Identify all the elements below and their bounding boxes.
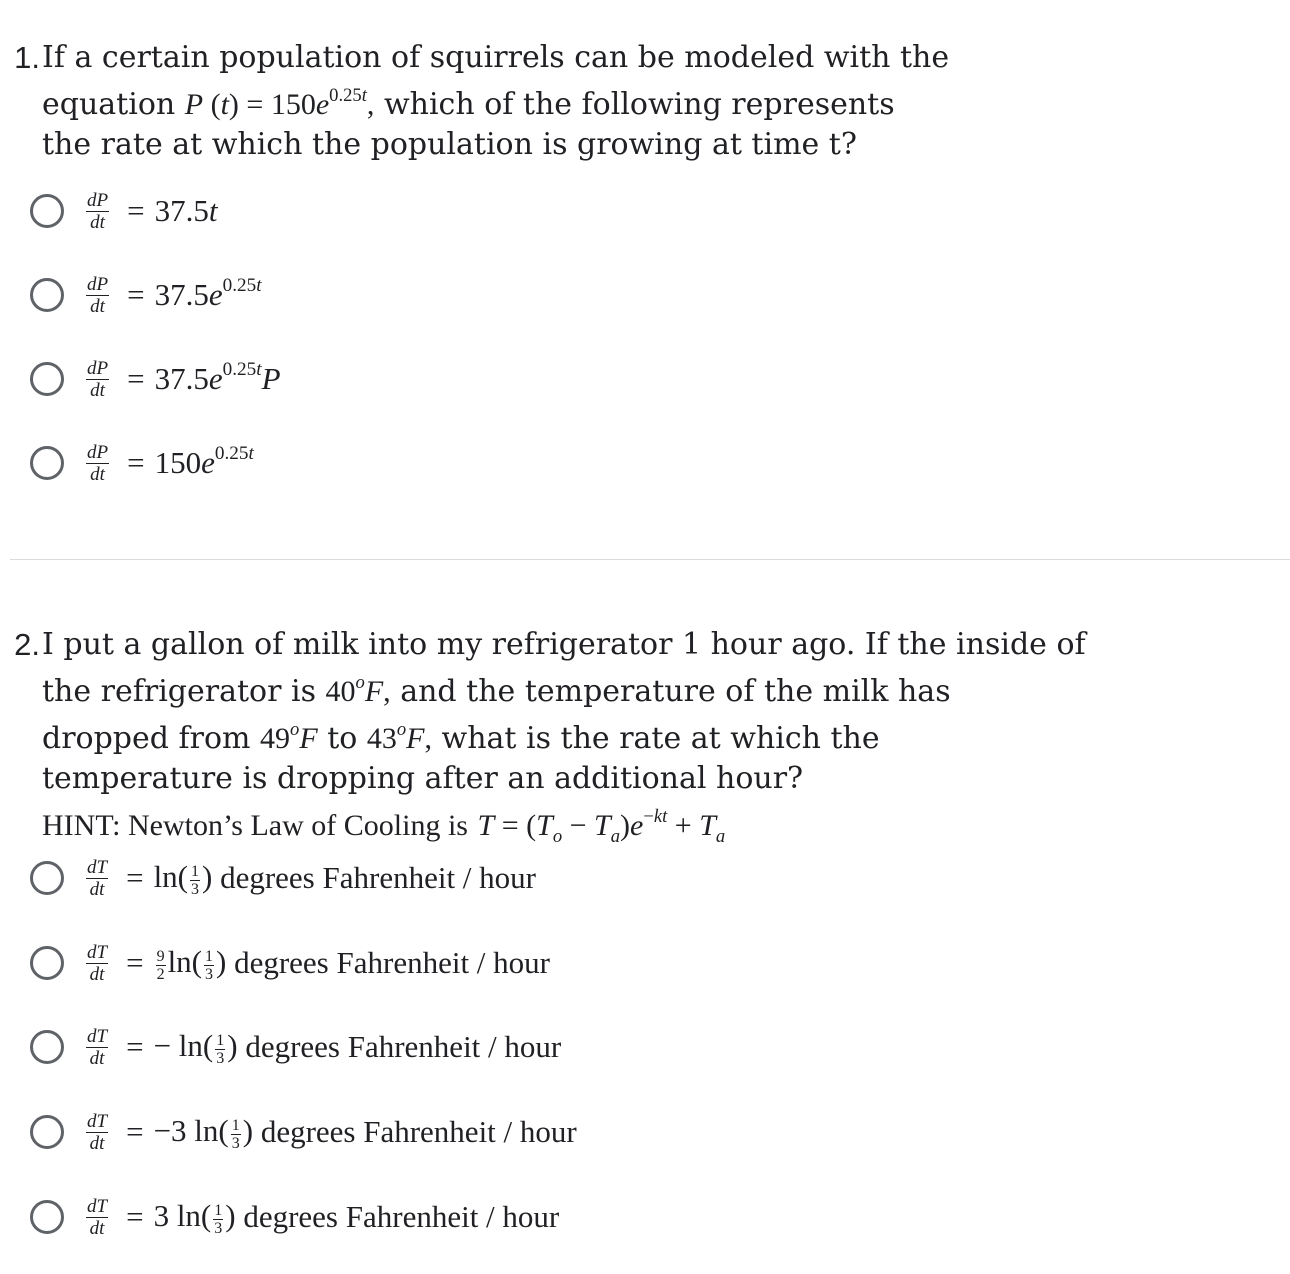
- frac-num: dT: [87, 1025, 108, 1047]
- radio-button[interactable]: [30, 194, 64, 228]
- frac-num: dP: [87, 189, 109, 211]
- question-1: [0, 38, 1290, 165]
- q2-text: to: [327, 721, 358, 756]
- radio-button[interactable]: [30, 1115, 64, 1149]
- derivative-fraction: [86, 858, 108, 899]
- q2-option-a[interactable]: [30, 853, 536, 903]
- option-unit: degrees Fahrenheit / hour: [243, 1199, 560, 1234]
- option-rhs: 3 ln( $\frac{1}{3}$ ): [153, 1198, 244, 1237]
- question-1-line-2b: which of the following represents: [383, 87, 895, 122]
- q2-option-c[interactable]: [30, 1022, 561, 1072]
- equals-sign: =: [127, 193, 145, 228]
- hint-label: HINT: Newton’s Law of Cooling is: [42, 809, 468, 842]
- q1-option-c[interactable]: [30, 354, 281, 404]
- question-1-line-2: [42, 78, 949, 125]
- equals-sign: =: [126, 1114, 144, 1149]
- frac-den: dt: [90, 463, 105, 485]
- question-2-header: [0, 625, 1290, 857]
- option-label[interactable]: [86, 1197, 559, 1238]
- equals-sign: =: [126, 860, 144, 895]
- fridge-temp: 40$^o$F,: [325, 671, 391, 708]
- frac-den: dt: [90, 379, 105, 401]
- q2-option-e[interactable]: [30, 1192, 559, 1242]
- derivative-fraction: [86, 359, 109, 400]
- derivative-fraction: [86, 1197, 108, 1238]
- start-temp: 49$^o$F: [260, 718, 318, 755]
- q2-option-d[interactable]: [30, 1107, 577, 1157]
- newton-cooling-equation: $T = (T_o - T_a)e^{-kt} + T_a$: [477, 805, 726, 847]
- frac-den: dt: [89, 963, 105, 985]
- radio-button[interactable]: [30, 362, 64, 396]
- question-1-number: 1.: [14, 40, 40, 75]
- radio-button[interactable]: [30, 446, 64, 480]
- radio-button[interactable]: [30, 1030, 64, 1064]
- option-rhs: −3 ln( $\frac{1}{3}$ ): [153, 1113, 261, 1152]
- radio-button[interactable]: [30, 278, 64, 312]
- derivative-fraction: [86, 191, 109, 232]
- option-label[interactable]: [86, 275, 262, 316]
- option-label[interactable]: [86, 858, 536, 899]
- derivative-fraction: [86, 943, 108, 984]
- frac-den: dt: [89, 878, 105, 900]
- q1-option-d[interactable]: [30, 438, 254, 488]
- q2-text: what is the rate at which the: [441, 721, 880, 756]
- q1-option-b[interactable]: [30, 270, 262, 320]
- question-2-line-2: [42, 665, 1086, 712]
- option-rhs: $150e^{0.25t}$: [154, 443, 254, 480]
- question-2-line-5: [42, 799, 1086, 857]
- option-label[interactable]: [86, 359, 281, 400]
- equals-sign: =: [126, 945, 144, 980]
- option-label[interactable]: [86, 443, 254, 484]
- frac-den: dt: [89, 1217, 105, 1239]
- frac-num: dT: [87, 1110, 108, 1132]
- question-1-header: [0, 38, 1290, 165]
- question-1-line-3: the rate at which the population is growing at time t?: [42, 127, 857, 162]
- question-2-line-4: temperature is dropping after an additional hour?: [42, 761, 804, 796]
- frac-num: dT: [87, 1195, 108, 1217]
- derivative-fraction: [86, 1112, 108, 1153]
- equals-sign: =: [127, 361, 145, 396]
- frac-num: dP: [87, 357, 109, 379]
- q2-text: dropped from: [42, 721, 251, 756]
- equals-sign: =: [126, 1199, 144, 1234]
- question-divider: [10, 559, 1290, 560]
- q2-text: and the temperature of the milk has: [400, 674, 951, 709]
- option-rhs: $37.5e^{0.25t}P$: [154, 359, 281, 396]
- radio-button[interactable]: [30, 1200, 64, 1234]
- option-unit: degrees Fahrenheit / hour: [260, 1114, 577, 1149]
- option-label[interactable]: [86, 1027, 561, 1068]
- question-1-line-2a: equation: [42, 87, 176, 122]
- equals-sign: =: [127, 445, 145, 480]
- option-rhs: $\frac{9}{2}$ ln( $\frac{1}{3}$ ): [156, 944, 235, 983]
- option-rhs: $37.5e^{0.25t}$: [154, 275, 262, 312]
- frac-num: dT: [87, 941, 108, 963]
- frac-num: dT: [87, 856, 108, 878]
- frac-den: dt: [89, 1132, 105, 1154]
- option-unit: degrees Fahrenheit / hour: [234, 945, 550, 980]
- option-label[interactable]: [86, 1112, 577, 1153]
- option-rhs: ln( $\frac{1}{3}$ ): [153, 859, 221, 898]
- q2-option-b[interactable]: [30, 938, 550, 988]
- equals-sign: =: [126, 1029, 144, 1064]
- question-1-text: [42, 38, 949, 165]
- option-unit: degrees Fahrenheit / hour: [245, 1029, 562, 1064]
- q2-text: the refrigerator is: [42, 674, 316, 709]
- option-unit: degrees Fahrenheit / hour: [220, 860, 536, 895]
- option-rhs: 37.5t: [154, 193, 218, 228]
- question-2-text: [42, 625, 1086, 857]
- frac-den: dt: [90, 211, 105, 233]
- frac-num: dP: [87, 273, 109, 295]
- derivative-fraction: [86, 443, 109, 484]
- frac-den: dt: [89, 1047, 105, 1069]
- question-2: [0, 625, 1290, 857]
- question-2-line-3: [42, 712, 1086, 759]
- q1-option-a[interactable]: [30, 186, 217, 236]
- option-label[interactable]: [86, 191, 217, 232]
- derivative-fraction: [86, 275, 109, 316]
- radio-button[interactable]: [30, 946, 64, 980]
- option-label[interactable]: [86, 943, 550, 984]
- question-2-number: 2.: [14, 627, 40, 662]
- population-equation: P $(t) = 150e^{0.25t}$,: [184, 84, 375, 121]
- frac-num: dP: [87, 441, 109, 463]
- radio-button[interactable]: [30, 861, 64, 895]
- question-1-line-1: If a certain population of squirrels can be modeled with the: [42, 40, 950, 75]
- derivative-fraction: [86, 1027, 108, 1068]
- question-2-line-1: I put a gallon of milk into my refrigerator 1 hour ago. If the inside of: [42, 627, 1086, 662]
- option-rhs: − ln( $\frac{1}{3}$ ): [153, 1028, 246, 1067]
- equals-sign: =: [127, 277, 145, 312]
- frac-den: dt: [90, 295, 105, 317]
- current-temp: 43$^o$F,: [366, 718, 432, 755]
